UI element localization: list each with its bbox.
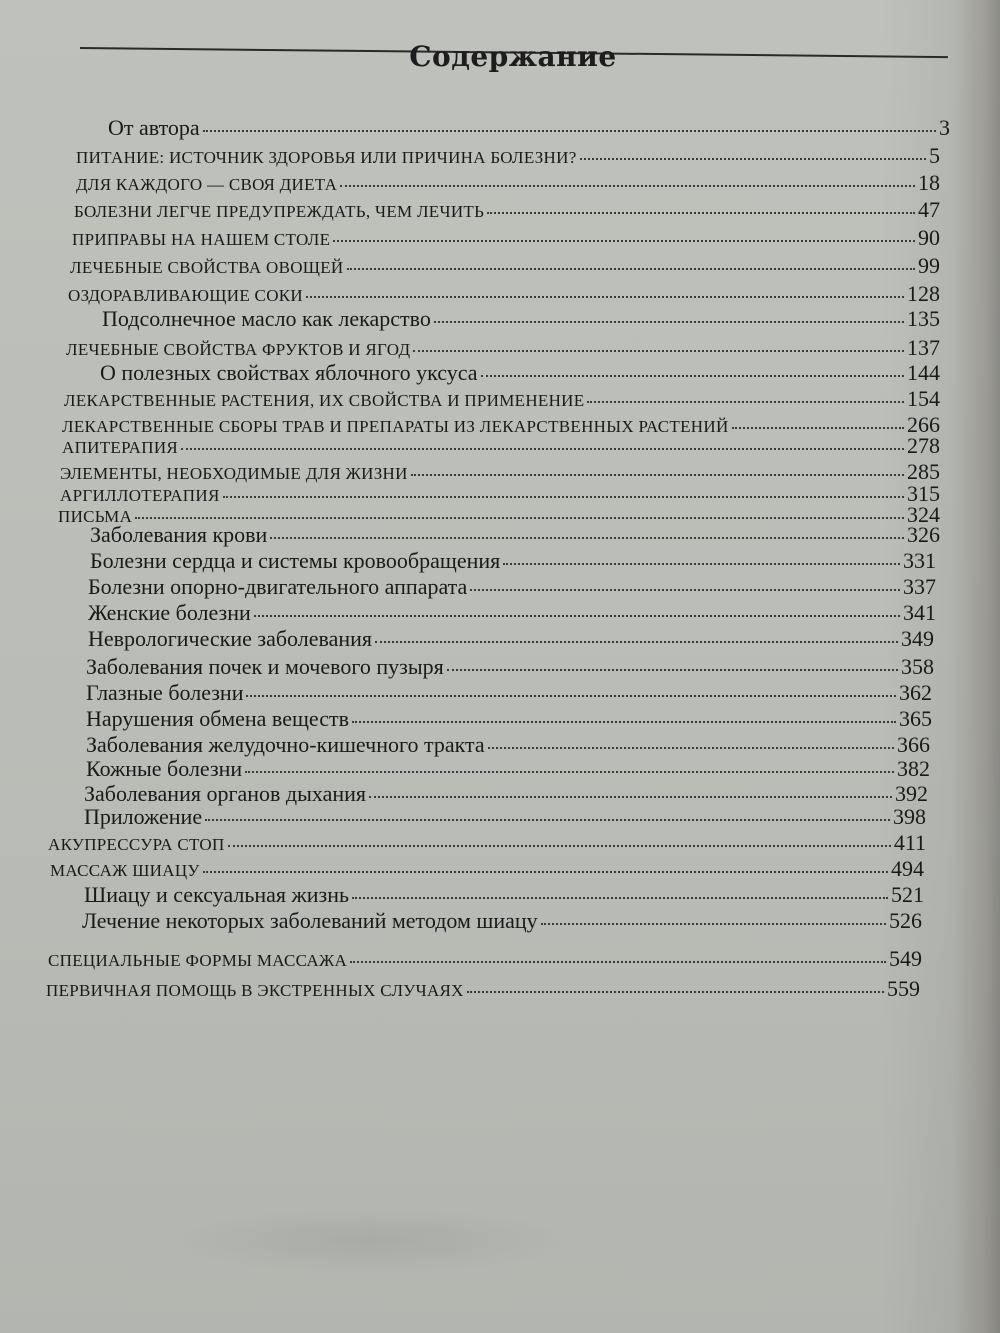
dot-leader [369, 796, 892, 798]
toc-entry-page-number: 392 [895, 781, 928, 806]
toc-entry-label: ДЛЯ КАЖДОГО — СВОЯ ДИЕТА [76, 175, 338, 194]
toc-entry [90, 522, 940, 548]
toc-entry-label: БОЛЕЗНИ ЛЕГЧЕ ПРЕДУПРЕЖДАТЬ, ЧЕМ ЛЕЧИТЬ [74, 202, 485, 221]
toc-entry [76, 170, 940, 196]
toc-entry [68, 281, 940, 307]
toc-entry-label: ПЕРВИЧНАЯ ПОМОЩЬ В ЭКСТРЕННЫХ СЛУЧАЯХ [46, 981, 464, 1000]
toc-entry [66, 335, 940, 361]
toc-entry [86, 756, 930, 782]
dot-leader [732, 427, 904, 429]
dot-leader [223, 496, 904, 498]
toc-entry-label: Лечение некоторых заболеваний методом шиацу [82, 908, 538, 933]
dot-leader [347, 268, 916, 270]
toc-entry [88, 626, 934, 652]
toc-entry-label: Подсолнечное масло как лекарство [102, 306, 431, 331]
toc-entry-page-number: 521 [891, 882, 924, 907]
toc-entry-label: ЛЕЧЕБНЫЕ СВОЙСТВА ОВОЩЕЙ [70, 258, 344, 277]
dot-leader [135, 517, 904, 519]
toc-entry-page-number: 331 [903, 548, 936, 573]
toc-entry-page-number: 366 [897, 732, 930, 757]
toc-entry-page-number: 137 [907, 335, 940, 360]
toc-entry [50, 856, 924, 882]
dot-leader [413, 350, 904, 352]
toc-entry-page-number: 315 [907, 481, 940, 506]
toc-entry-label: Заболевания желудочно-кишечного тракта [86, 732, 485, 757]
toc-entry-page-number: 337 [903, 574, 936, 599]
toc-entry-page-number: 398 [893, 804, 926, 829]
dot-leader [375, 641, 898, 643]
toc-entry [84, 804, 926, 830]
toc-entry-label: Приложение [84, 804, 203, 829]
toc-entry [62, 433, 940, 459]
toc-entry-page-number: 411 [893, 830, 926, 855]
toc-entry-page-number: 5 [929, 143, 940, 168]
toc-entry-page-number: 526 [889, 908, 922, 933]
toc-entry-page-number: 349 [901, 626, 934, 651]
dot-leader [488, 747, 894, 749]
toc-entry-page-number: 362 [899, 680, 932, 705]
dot-leader [587, 401, 904, 403]
toc-entry-page-number: 324 [907, 502, 940, 527]
dot-leader [203, 871, 888, 873]
toc-entry [86, 732, 930, 758]
dot-leader [203, 130, 936, 132]
dot-leader [467, 991, 884, 993]
toc-entry-page-number: 154 [907, 386, 940, 411]
toc-entry-label: Нарушения обмена веществ [86, 706, 349, 731]
toc-entry-label: ПИТАНИЕ: ИСТОЧНИК ЗДОРОВЬЯ ИЛИ ПРИЧИНА БОЛЕЗНИ? [76, 148, 577, 167]
toc-entry-label: Шиацу и сексуальная жизнь [84, 882, 349, 907]
toc-entry [76, 143, 940, 169]
toc-entry-label: АКУПРЕССУРА СТОП [48, 835, 225, 854]
dot-leader [205, 819, 890, 821]
dot-leader [352, 721, 896, 723]
toc-entry-page-number: 326 [907, 522, 940, 547]
toc-entry [74, 197, 940, 223]
dot-leader [503, 563, 900, 565]
toc-entry [46, 976, 920, 1002]
toc-entry-page-number: 266 [907, 412, 940, 437]
toc-entry-page-number: 341 [903, 600, 936, 625]
dot-leader [340, 185, 915, 187]
toc-entry-label: ОЗДОРАВЛИВАЮЩИЕ СОКИ [68, 286, 303, 305]
toc-entry [86, 680, 932, 706]
toc-entry-page-number: 549 [889, 946, 922, 971]
toc-entry-label: ЛЕКАРСТВЕННЫЕ СБОРЫ ТРАВ И ПРЕПАРАТЫ ИЗ ЛЕКАРСТВЕННЫХ РАСТЕНИЙ [62, 417, 729, 436]
toc-entry-label: Заболевания почек и мочевого пузыря [86, 654, 444, 679]
toc-entry-label: Кожные болезни [86, 756, 243, 781]
toc-entry-label: ПИСЬМА [58, 507, 133, 526]
dot-leader [228, 845, 891, 847]
toc-entry-label: Заболевания крови [90, 522, 268, 547]
toc-entry-page-number: 278 [907, 433, 940, 458]
toc-entry-label: АРГИЛЛОТЕРАПИЯ [60, 486, 220, 505]
toc-entry-label: ПРИПРАВЫ НА НАШЕМ СТОЛЕ [72, 230, 331, 249]
toc-entry-label: АПИТЕРАПИЯ [62, 438, 179, 457]
toc-entry-label: МАССАЖ ШИАЦУ [50, 861, 200, 880]
toc-entry-page-number: 285 [907, 459, 940, 484]
dot-leader [487, 212, 915, 214]
toc-entry-label: Неврологические заболевания [88, 626, 373, 651]
toc-entry [48, 830, 926, 856]
toc-entry-label: О полезных свойствах яблочного уксуса [100, 360, 478, 385]
toc-entry-page-number: 365 [899, 706, 932, 731]
dot-leader [245, 771, 894, 773]
dot-leader [350, 961, 886, 963]
toc-entry [64, 386, 940, 412]
toc-entry-label: ЭЛЕМЕНТЫ, НЕОБХОДИМЫЕ ДЛЯ ЖИЗНИ [60, 464, 408, 483]
toc-entry-page-number: 382 [897, 756, 930, 781]
dot-leader [181, 448, 904, 450]
dot-leader [580, 158, 926, 160]
dot-leader [270, 537, 904, 539]
toc-entry [72, 225, 940, 251]
toc-entry [48, 946, 922, 972]
dot-leader [333, 240, 915, 242]
toc-entry-page-number: 494 [891, 856, 924, 881]
dot-leader [246, 695, 896, 697]
toc-entry [88, 600, 936, 626]
toc-entry-page-number: 358 [901, 654, 934, 679]
dot-leader [254, 615, 900, 617]
dot-leader [481, 375, 904, 377]
toc-entry-label: ЛЕКАРСТВЕННЫЕ РАСТЕНИЯ, ИХ СВОЙСТВА И ПРИМЕНЕНИЕ [64, 391, 585, 410]
toc-entry-page-number: 559 [887, 976, 920, 1001]
toc-entry-label: Глазные болезни [86, 680, 244, 705]
dot-leader [411, 474, 904, 476]
toc-entry-page-number: 47 [918, 197, 940, 222]
toc-entry [100, 360, 940, 386]
toc-entry-label: Болезни сердца и системы кровообращения [90, 548, 501, 573]
toc-entry-page-number: 90 [918, 225, 940, 250]
toc-entry [108, 115, 950, 141]
toc-entry-page-number: 144 [907, 360, 940, 385]
toc-entry [86, 706, 932, 732]
toc-entry-page-number: 18 [918, 170, 940, 195]
toc-entry-page-number: 99 [918, 253, 940, 278]
dot-leader [352, 897, 888, 899]
toc-entry [102, 306, 940, 332]
toc-entry-label: Женские болезни [88, 600, 251, 625]
toc-entry [84, 882, 924, 908]
toc-entry-label: СПЕЦИАЛЬНЫЕ ФОРМЫ МАССАЖА [48, 951, 348, 970]
toc-entry [90, 548, 936, 574]
toc-entry-page-number: 128 [907, 281, 940, 306]
dot-leader [306, 296, 904, 298]
toc-entry [70, 253, 940, 279]
toc-entry-page-number: 135 [907, 306, 940, 331]
toc-entry-label: Заболевания органов дыхания [84, 781, 367, 806]
toc-entry-page-number: 3 [939, 115, 950, 140]
dot-leader [470, 589, 900, 591]
toc-entry-label: От автора [108, 115, 200, 140]
toc-entry [86, 654, 934, 680]
dot-leader [447, 669, 898, 671]
dot-leader [434, 321, 904, 323]
page-title: Содержание [409, 40, 617, 73]
toc-entry [82, 908, 922, 934]
dot-leader [541, 923, 886, 925]
toc-entry-label: ЛЕЧЕБНЫЕ СВОЙСТВА ФРУКТОВ И ЯГОД [66, 340, 411, 359]
toc-entry-label: Болезни опорно-двигательного аппарата [88, 574, 468, 599]
toc-entry [88, 574, 936, 600]
